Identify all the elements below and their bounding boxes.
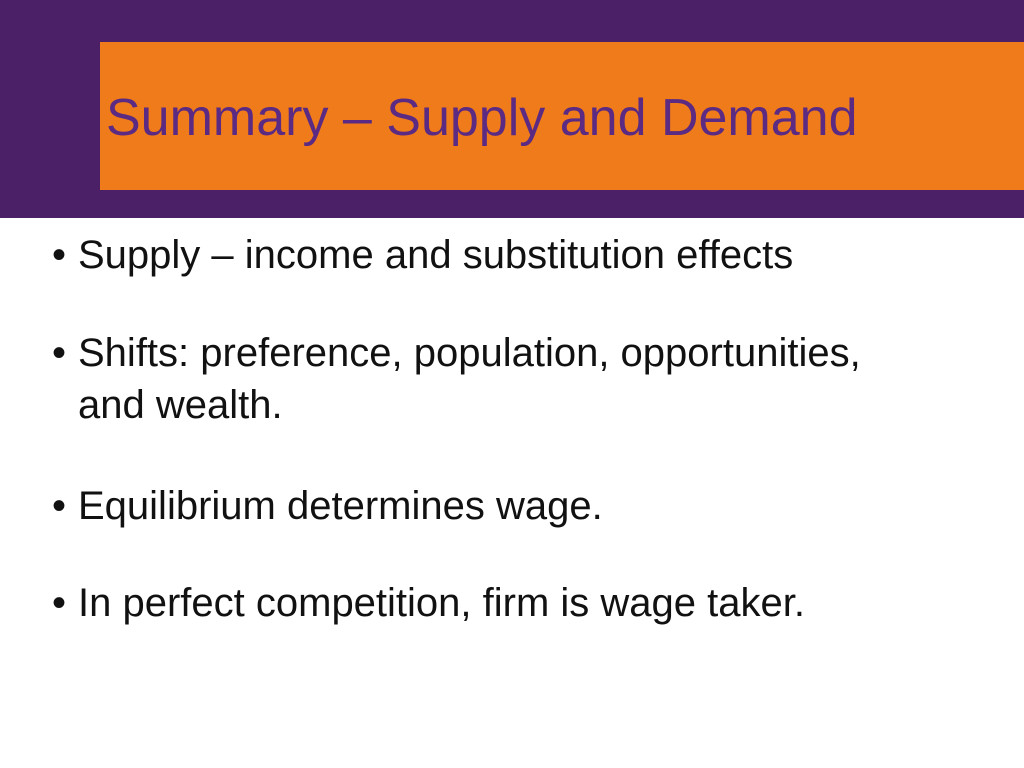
bullet-text: Supply – income and substitution effects bbox=[78, 233, 794, 277]
bullet-text: In perfect competition, firm is wage taker. bbox=[78, 581, 805, 625]
bullet-text: Equilibrium determines wage. bbox=[78, 484, 603, 528]
slide-title: Summary – Supply and Demand bbox=[106, 89, 858, 147]
bullet-dot: • bbox=[52, 581, 67, 625]
bullet-dot: • bbox=[52, 233, 67, 277]
bullet-item-supply bbox=[52, 229, 1012, 281]
bullet-dot: • bbox=[52, 484, 67, 528]
bullet-text: Shifts: preference, population, opportunities, and wealth. bbox=[78, 331, 861, 427]
bullet-item-competition bbox=[52, 577, 1012, 629]
bullet-item-shifts bbox=[52, 327, 1012, 431]
bullet-item-equilibrium bbox=[52, 480, 1012, 532]
bullet-dot: • bbox=[52, 331, 67, 375]
